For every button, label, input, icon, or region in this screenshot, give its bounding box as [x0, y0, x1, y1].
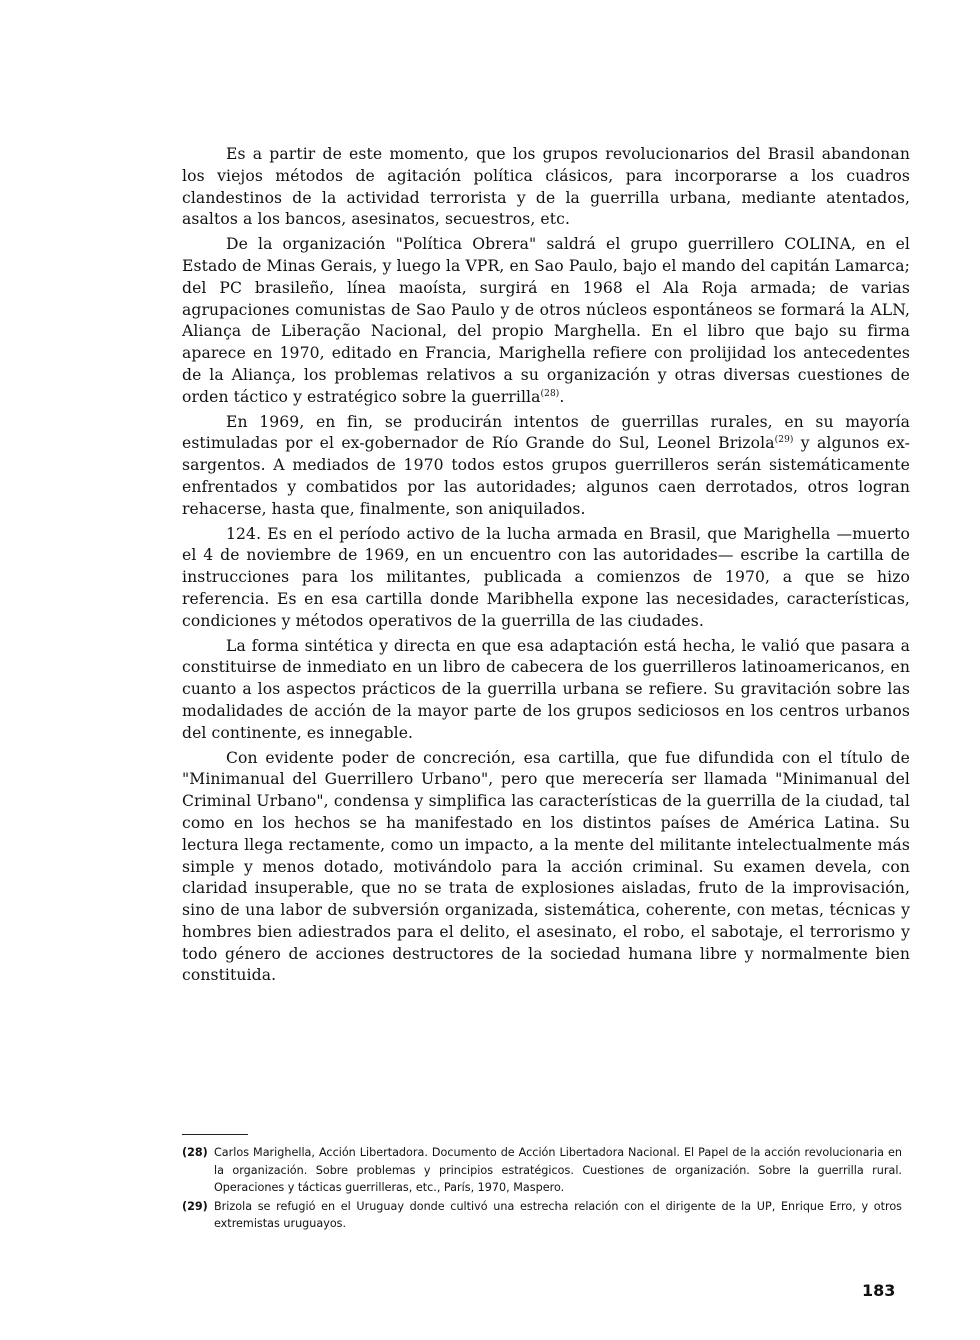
footnote-ref-29: (29) [774, 435, 794, 446]
paragraph-2-text: De la organización "Política Obrera" saldrá el grupo guerrillero COLINA, en el Estado de Minas Gerais, y luego la VPR, en Sao Paulo, bajo el mando del capitán Lamarca; del PC brasileño, línea maoísta, surgirá en 1968 el Ala Roja armada; de varias agrupaciones comunistas de Sao Paulo y de otros núcleos espontáneos se formará la ALN, Aliança de Liberação Nacional, del propio Marghella. En el libro que bajo su firma aparece en 1970, editado en Francia, Marighella refiere con prolijidad los antecedentes de la Aliança, los problemas relativos a su organización y otras diversas cuestiones de orden táctico y estratégico sobre la guerrilla [182, 235, 910, 406]
paragraph-3-text-a: En 1969, en fin, se producirán intentos de guerrillas rurales, en su mayoría estimuladas por el ex-gobernador de Río Grande do Sul, Leonel Brizola [182, 412, 910, 453]
paragraph-6: Con evidente poder de concreción, esa cartilla, que fue difundida con el título de "Minimanual del Guerrillero Urbano", pero que merecería ser llamada "Minimanual del Criminal Urbano", condensa y simplifica las características de la guerrilla de la ciudad, tal como en los hechos se ha manifestado en los distintos países de América Latina. Su lectura llega rectamente, como un impacto, a la mente del militante intelectualmente más simple y menos dotado, motivándolo para la acción criminal. Su examen devela, con claridad insuperable, que no se trata de explosiones aisladas, fruto de la improvisación, sino de una labor de subversión organizada, sistemática, coherente, con metas, técnicas y hombres bien adiestrados para el delito, el asesinato, el robo, el sabotaje, el terrorismo y todo género de acciones destructores de la sociedad humana libre y normalmente bien constituida. [182, 748, 910, 985]
footnotes [182, 1144, 902, 1234]
page-number: 183 [862, 1281, 896, 1300]
footnote-29 [182, 1198, 902, 1233]
body-text [182, 144, 910, 990]
footnote-divider [182, 1134, 248, 1135]
footnote-number: (28) [182, 1146, 208, 1159]
footnote-ref-28: (28) [540, 388, 560, 399]
paragraph-3-text-b: y algunos ex-sargentos. A mediados de 1970 todos estos grupos guerrilleros serán sistemáticamente enfrentados y combatidos por las autoridades; algunos caen derrotados, otros logran rehacerse, hasta que, finalmente, son aniquilados. [182, 434, 911, 518]
paragraph-5: La forma sintética y directa en que esa adaptación está hecha, le valió que pasara a constituirse de inmediato en un libro de cabecera de los guerrilleros latinoamericanos, en cuanto a los aspectos prácticos de la guerrilla urbana se refiere. Su gravitación sobre las modalidades de acción de la mayor parte de los grupos sediciosos en los centros urbanos del continente, es innegable. [182, 636, 910, 742]
paragraph-2-end: . [559, 387, 565, 406]
footnote-text: Brizola se refugió en el Uruguay donde cultivó una estrecha relación con el dirigente de la UP, Enrique Erro, y otros extremistas uruguayos. [214, 1199, 902, 1230]
paragraph-3 [182, 412, 910, 521]
footnote-number: (29) [182, 1199, 208, 1213]
paragraph-2 [182, 234, 910, 408]
paragraph-1: Es a partir de este momento, que los grupos revolucionarios del Brasil abandonan los viejos métodos de agitación política clásicos, para incorporarse a los cuadros clandestinos de la actividad terrorista y de la guerrilla urbana, mediante atentados, asaltos a los bancos, asesinatos, secuestros, etc. [182, 145, 910, 229]
footnote-28 [182, 1144, 902, 1197]
footnote-text: Carlos Marighella, Acción Libertadora. Documento de Acción Libertadora Nacional. El Papel de la acción revolucionaria en la organización. Sobre problemas y principios estratégicos. Cuestiones de organización. Sobre la guerrilla rural. Operaciones y tácticas guerrilleras, etc., París, 1970, Maspero. [214, 1146, 902, 1194]
paragraph-4: 124. Es en el período activo de la lucha armada en Brasil, que Marighella —muerto el 4 de noviembre de 1969, en un encuentro con las autoridades— escribe la cartilla de instrucciones para los militantes, publicada a comienzos de 1970, a que se hizo referencia. Es en esa cartilla donde Maribhella expone las necesidades, características, condiciones y métodos operativos de la guerrilla de las ciudades. [182, 524, 910, 630]
